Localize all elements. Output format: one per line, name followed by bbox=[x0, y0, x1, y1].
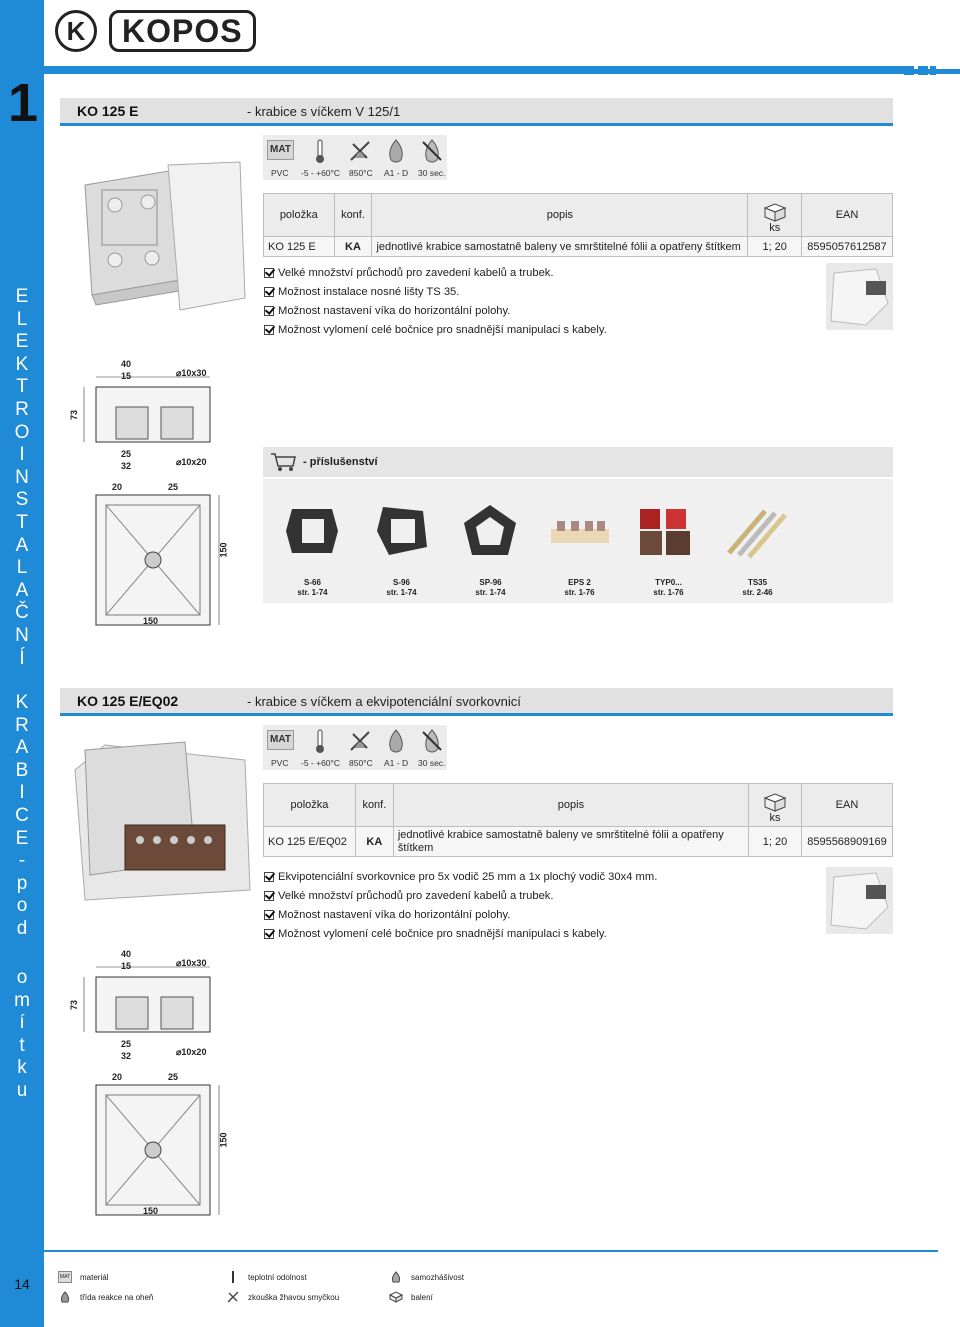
flame-icon bbox=[58, 1291, 72, 1303]
mat-badge: MAT bbox=[267, 730, 294, 750]
feature-text: Možnost instalace nosné lišty TS 35. bbox=[278, 285, 460, 298]
accessory-name: S-66 bbox=[304, 578, 321, 587]
table-row bbox=[264, 827, 893, 857]
legend-reaction bbox=[58, 1291, 153, 1303]
sidebar-letter: A bbox=[15, 534, 29, 556]
cell-description: jednotlivé krabice samostatně baleny ve smrštitelné fólii a opatřeny štítkem bbox=[393, 827, 748, 857]
accessory-item[interactable] bbox=[535, 479, 624, 603]
header-square-decoration bbox=[918, 66, 928, 75]
accessory-item[interactable] bbox=[624, 479, 713, 603]
mat-self-extinguish: 30 sec. bbox=[418, 168, 446, 178]
sidebar-letter: E bbox=[15, 827, 29, 849]
col-header-ean: EAN bbox=[801, 784, 892, 827]
cell-packaging: 1; 20 bbox=[749, 827, 802, 857]
dimension-label: 20 bbox=[112, 1072, 123, 1082]
sidebar-letter: R bbox=[15, 714, 29, 736]
sidebar-letter: o bbox=[16, 967, 28, 988]
table-row bbox=[264, 237, 893, 257]
accessory-name: TS35 bbox=[747, 578, 768, 587]
accessory-item[interactable] bbox=[268, 479, 357, 603]
legend-glow-wire bbox=[226, 1291, 339, 1303]
checkbox-icon bbox=[264, 287, 274, 297]
dimension-label: 32 bbox=[121, 1051, 132, 1061]
sidebar-letter: p bbox=[16, 872, 28, 894]
dimension-label: 25 bbox=[168, 482, 179, 492]
col-header-packaging bbox=[749, 784, 802, 827]
kopos-logo bbox=[55, 10, 256, 52]
cell-item: KO 125 E/EQ02 bbox=[264, 827, 356, 857]
header-square-decoration bbox=[904, 66, 914, 75]
box-icon bbox=[762, 792, 788, 812]
accessory-image bbox=[369, 501, 434, 561]
detail-thumbnail bbox=[826, 263, 893, 330]
cell-ean: 8595057612587 bbox=[802, 237, 893, 257]
sidebar-letter: L bbox=[16, 557, 28, 579]
mat-glow-wire: 850°C bbox=[349, 168, 373, 178]
dimension-label: 20 bbox=[112, 482, 123, 492]
product-table bbox=[263, 193, 893, 257]
dimension-label: 40 bbox=[121, 949, 132, 959]
sidebar-letter: B bbox=[15, 759, 29, 781]
legend-material bbox=[58, 1271, 108, 1283]
cell-item: KO 125 E bbox=[264, 237, 335, 257]
col-header-description: popis bbox=[372, 194, 748, 237]
legend-label: třída reakce na oheň bbox=[80, 1292, 154, 1302]
product-code: KO 125 E bbox=[77, 103, 139, 119]
thermometer-icon bbox=[226, 1271, 240, 1283]
dimension-label: ⌀10x20 bbox=[176, 1047, 207, 1057]
accessories-title: - příslušenství bbox=[303, 456, 378, 468]
list-item bbox=[264, 301, 607, 320]
thermometer-icon bbox=[307, 138, 333, 164]
mat-badge: MAT bbox=[267, 140, 294, 160]
col-header-packaging bbox=[748, 194, 802, 237]
sidebar-letter: A bbox=[15, 579, 29, 601]
product-title-bar bbox=[60, 688, 893, 716]
self-extinguish-icon bbox=[419, 728, 445, 754]
legend-self-extinguish bbox=[389, 1271, 464, 1283]
sidebar-letter: d bbox=[16, 917, 28, 939]
col-header-conf: konf. bbox=[355, 784, 393, 827]
cell-packaging: 1; 20 bbox=[748, 237, 802, 257]
sidebar-section-title bbox=[0, 286, 44, 670]
legend-label: balení bbox=[411, 1292, 433, 1302]
technical-drawing bbox=[66, 355, 236, 630]
dimension-label: 15 bbox=[121, 961, 132, 971]
checkbox-icon bbox=[264, 910, 274, 920]
mat-icon: MAT bbox=[58, 1271, 72, 1283]
product-title-bar bbox=[60, 98, 893, 126]
dimension-label: 150 bbox=[218, 1132, 229, 1148]
glow-wire-icon bbox=[347, 728, 373, 754]
sidebar-letter: O bbox=[14, 421, 30, 443]
sidebar-letter: k bbox=[17, 1057, 27, 1079]
accessories-bar bbox=[263, 447, 893, 477]
chapter-number: 1 bbox=[7, 73, 37, 133]
sidebar-letter: t bbox=[19, 1034, 25, 1056]
sidebar-letter: L bbox=[16, 308, 28, 330]
sidebar-letter: A bbox=[15, 737, 29, 759]
feature-text: Možnost vylomení celé bočnice pro snadnější manipulaci s kabely. bbox=[278, 323, 607, 336]
accessory-image bbox=[280, 501, 345, 561]
product-photo bbox=[65, 740, 255, 905]
sidebar-letter: N bbox=[15, 624, 29, 646]
feature-list bbox=[264, 867, 657, 943]
self-extinguish-icon bbox=[389, 1271, 403, 1283]
sidebar-letter: I bbox=[19, 444, 25, 466]
sidebar-section-subtitle-2 bbox=[0, 967, 44, 1103]
sidebar-letter: Č bbox=[15, 602, 29, 624]
dimension-label: 32 bbox=[121, 461, 132, 471]
accessory-item[interactable] bbox=[357, 479, 446, 603]
legend-label: samozhášivost bbox=[411, 1272, 464, 1282]
product-description: - krabice s víčkem V 125/1 bbox=[247, 104, 401, 119]
product-photo bbox=[80, 160, 250, 315]
feature-text: Ekvipotenciální svorkovnice pro 5x vodič 25 mm a 1x plochý vodič 30x4 mm. bbox=[278, 870, 658, 883]
sidebar-letter: N bbox=[15, 466, 29, 488]
feature-text: Možnost vylomení celé bočnice pro snadnější manipulaci s kabely. bbox=[278, 927, 607, 940]
dimension-label: 150 bbox=[143, 1206, 159, 1216]
checkbox-icon bbox=[264, 306, 274, 316]
material-properties bbox=[263, 135, 447, 180]
mat-material: PVC bbox=[271, 168, 289, 178]
accessory-item[interactable] bbox=[446, 479, 535, 603]
sidebar-letter: u bbox=[16, 1079, 28, 1101]
page-number: 14 bbox=[14, 1276, 30, 1292]
technical-drawing bbox=[66, 945, 236, 1220]
col-header-packaging-label: ks bbox=[769, 222, 781, 234]
sidebar-letter: K bbox=[15, 692, 29, 713]
accessory-name: EPS 2 bbox=[568, 578, 591, 587]
col-header-ean: EAN bbox=[802, 194, 893, 237]
box-icon bbox=[762, 202, 788, 222]
cell-description: jednotlivé krabice samostatně baleny ve smrštitelné fólii a opatřeny štítkem bbox=[372, 237, 748, 257]
dimension-label: 40 bbox=[121, 359, 132, 369]
glow-wire-icon bbox=[347, 138, 373, 164]
product-table bbox=[263, 783, 893, 857]
cell-conf: KA bbox=[334, 237, 372, 257]
accessory-name: S-96 bbox=[393, 578, 410, 587]
accessory-image bbox=[547, 501, 612, 561]
accessory-page: str. 1-76 bbox=[653, 588, 684, 597]
mat-reaction-class: A1 - D bbox=[384, 168, 409, 178]
accessory-page: str. 1-74 bbox=[386, 588, 417, 597]
dimension-label: 150 bbox=[143, 616, 159, 626]
feature-text: Možnost nastavení víka do horizontální polohy. bbox=[278, 304, 511, 317]
accessory-image bbox=[458, 501, 523, 561]
col-header-item: položka bbox=[264, 784, 356, 827]
logo-wordmark: KOPOS bbox=[109, 10, 256, 52]
dimension-label: 15 bbox=[121, 371, 132, 381]
mat-temperature: -5 - +60°C bbox=[301, 168, 341, 178]
list-item bbox=[264, 263, 607, 282]
feature-text: Možnost nastavení víka do horizontální polohy. bbox=[278, 908, 511, 921]
sidebar-letter: K bbox=[15, 353, 29, 375]
feature-list bbox=[264, 263, 607, 339]
list-item bbox=[264, 905, 657, 924]
feature-text: Velké množství průchodů pro zavedení kabelů a trubek. bbox=[278, 266, 554, 279]
accessory-image bbox=[725, 501, 790, 561]
list-item bbox=[264, 924, 657, 943]
sidebar-section-subtitle bbox=[0, 692, 44, 941]
dimension-label: 25 bbox=[121, 1039, 132, 1049]
dimension-label: 25 bbox=[121, 449, 132, 459]
legend-packaging bbox=[389, 1291, 433, 1303]
list-item bbox=[264, 320, 607, 339]
self-extinguish-icon bbox=[419, 138, 445, 164]
dimension-label: ⌀10x20 bbox=[176, 457, 207, 467]
sidebar-letter: E bbox=[15, 331, 29, 353]
list-item bbox=[264, 282, 607, 301]
cell-ean: 8595568909169 bbox=[801, 827, 892, 857]
accessory-page: str. 2-46 bbox=[742, 588, 773, 597]
col-header-description: popis bbox=[393, 784, 748, 827]
material-properties bbox=[263, 725, 447, 770]
accessory-page: str. 1-74 bbox=[475, 588, 506, 597]
col-header-packaging-label: ks bbox=[769, 812, 781, 824]
flame-icon bbox=[383, 728, 409, 754]
legend-temperature bbox=[226, 1271, 307, 1283]
checkbox-icon bbox=[264, 891, 274, 901]
dimension-label: 150 bbox=[218, 542, 229, 558]
sidebar-letter: T bbox=[16, 376, 28, 398]
sidebar-letter: E bbox=[15, 286, 29, 307]
accessory-image bbox=[636, 501, 701, 561]
product-description: - krabice s víčkem a ekvipotenciální svorkovnicí bbox=[247, 694, 521, 709]
accessories-gallery bbox=[263, 479, 893, 603]
header-rule bbox=[44, 66, 960, 74]
flame-icon bbox=[383, 138, 409, 164]
accessory-name: TYP0... bbox=[655, 578, 682, 587]
checkbox-icon bbox=[264, 872, 274, 882]
mat-material: PVC bbox=[271, 758, 289, 768]
glow-wire-icon bbox=[226, 1291, 240, 1303]
sidebar-letter: I bbox=[19, 782, 25, 804]
sidebar-letter: í bbox=[19, 1012, 25, 1034]
legend-label: materiál bbox=[80, 1272, 109, 1282]
footer-rule bbox=[44, 1250, 938, 1252]
legend-label: teplotní odolnost bbox=[248, 1272, 307, 1282]
product-code: KO 125 E/EQ02 bbox=[77, 693, 179, 709]
checkbox-icon bbox=[264, 929, 274, 939]
col-header-item: položka bbox=[264, 194, 335, 237]
checkbox-icon bbox=[264, 325, 274, 335]
list-item bbox=[264, 867, 657, 886]
sidebar-letter: C bbox=[15, 804, 29, 826]
dimension-label: ⌀10x30 bbox=[176, 368, 207, 378]
thermometer-icon bbox=[307, 728, 333, 754]
box-icon bbox=[389, 1291, 403, 1303]
accessory-name: SP-96 bbox=[479, 578, 502, 587]
mat-self-extinguish: 30 sec. bbox=[418, 758, 446, 768]
sidebar-letter: T bbox=[16, 511, 28, 533]
sidebar-letter: S bbox=[15, 489, 29, 511]
logo-emblem-icon: K bbox=[55, 10, 97, 52]
sidebar-letter: m bbox=[14, 989, 30, 1011]
dimension-label: 73 bbox=[69, 409, 80, 421]
col-header-conf: konf. bbox=[334, 194, 372, 237]
accessory-page: str. 1-76 bbox=[564, 588, 595, 597]
mat-temperature: -5 - +60°C bbox=[301, 758, 341, 768]
detail-thumbnail bbox=[826, 867, 893, 934]
cart-icon bbox=[269, 452, 297, 472]
sidebar-letter: - bbox=[18, 850, 26, 872]
cell-conf: KA bbox=[355, 827, 393, 857]
sidebar-letter: Í bbox=[19, 647, 25, 669]
accessory-item[interactable] bbox=[713, 479, 802, 603]
legend-label: zkouška žhavou smyčkou bbox=[248, 1292, 340, 1302]
mat-glow-wire: 850°C bbox=[349, 758, 373, 768]
dimension-label: ⌀10x30 bbox=[176, 958, 207, 968]
sidebar-letter: o bbox=[16, 895, 28, 917]
list-item bbox=[264, 886, 657, 905]
header-square-decoration bbox=[930, 66, 936, 75]
dimension-label: 73 bbox=[69, 999, 80, 1011]
accessory-page: str. 1-74 bbox=[297, 588, 328, 597]
feature-text: Velké množství průchodů pro zavedení kabelů a trubek. bbox=[278, 889, 554, 902]
sidebar-letter: R bbox=[15, 398, 29, 420]
dimension-label: 25 bbox=[168, 1072, 179, 1082]
checkbox-icon bbox=[264, 268, 274, 278]
mat-reaction-class: A1 - D bbox=[384, 758, 409, 768]
